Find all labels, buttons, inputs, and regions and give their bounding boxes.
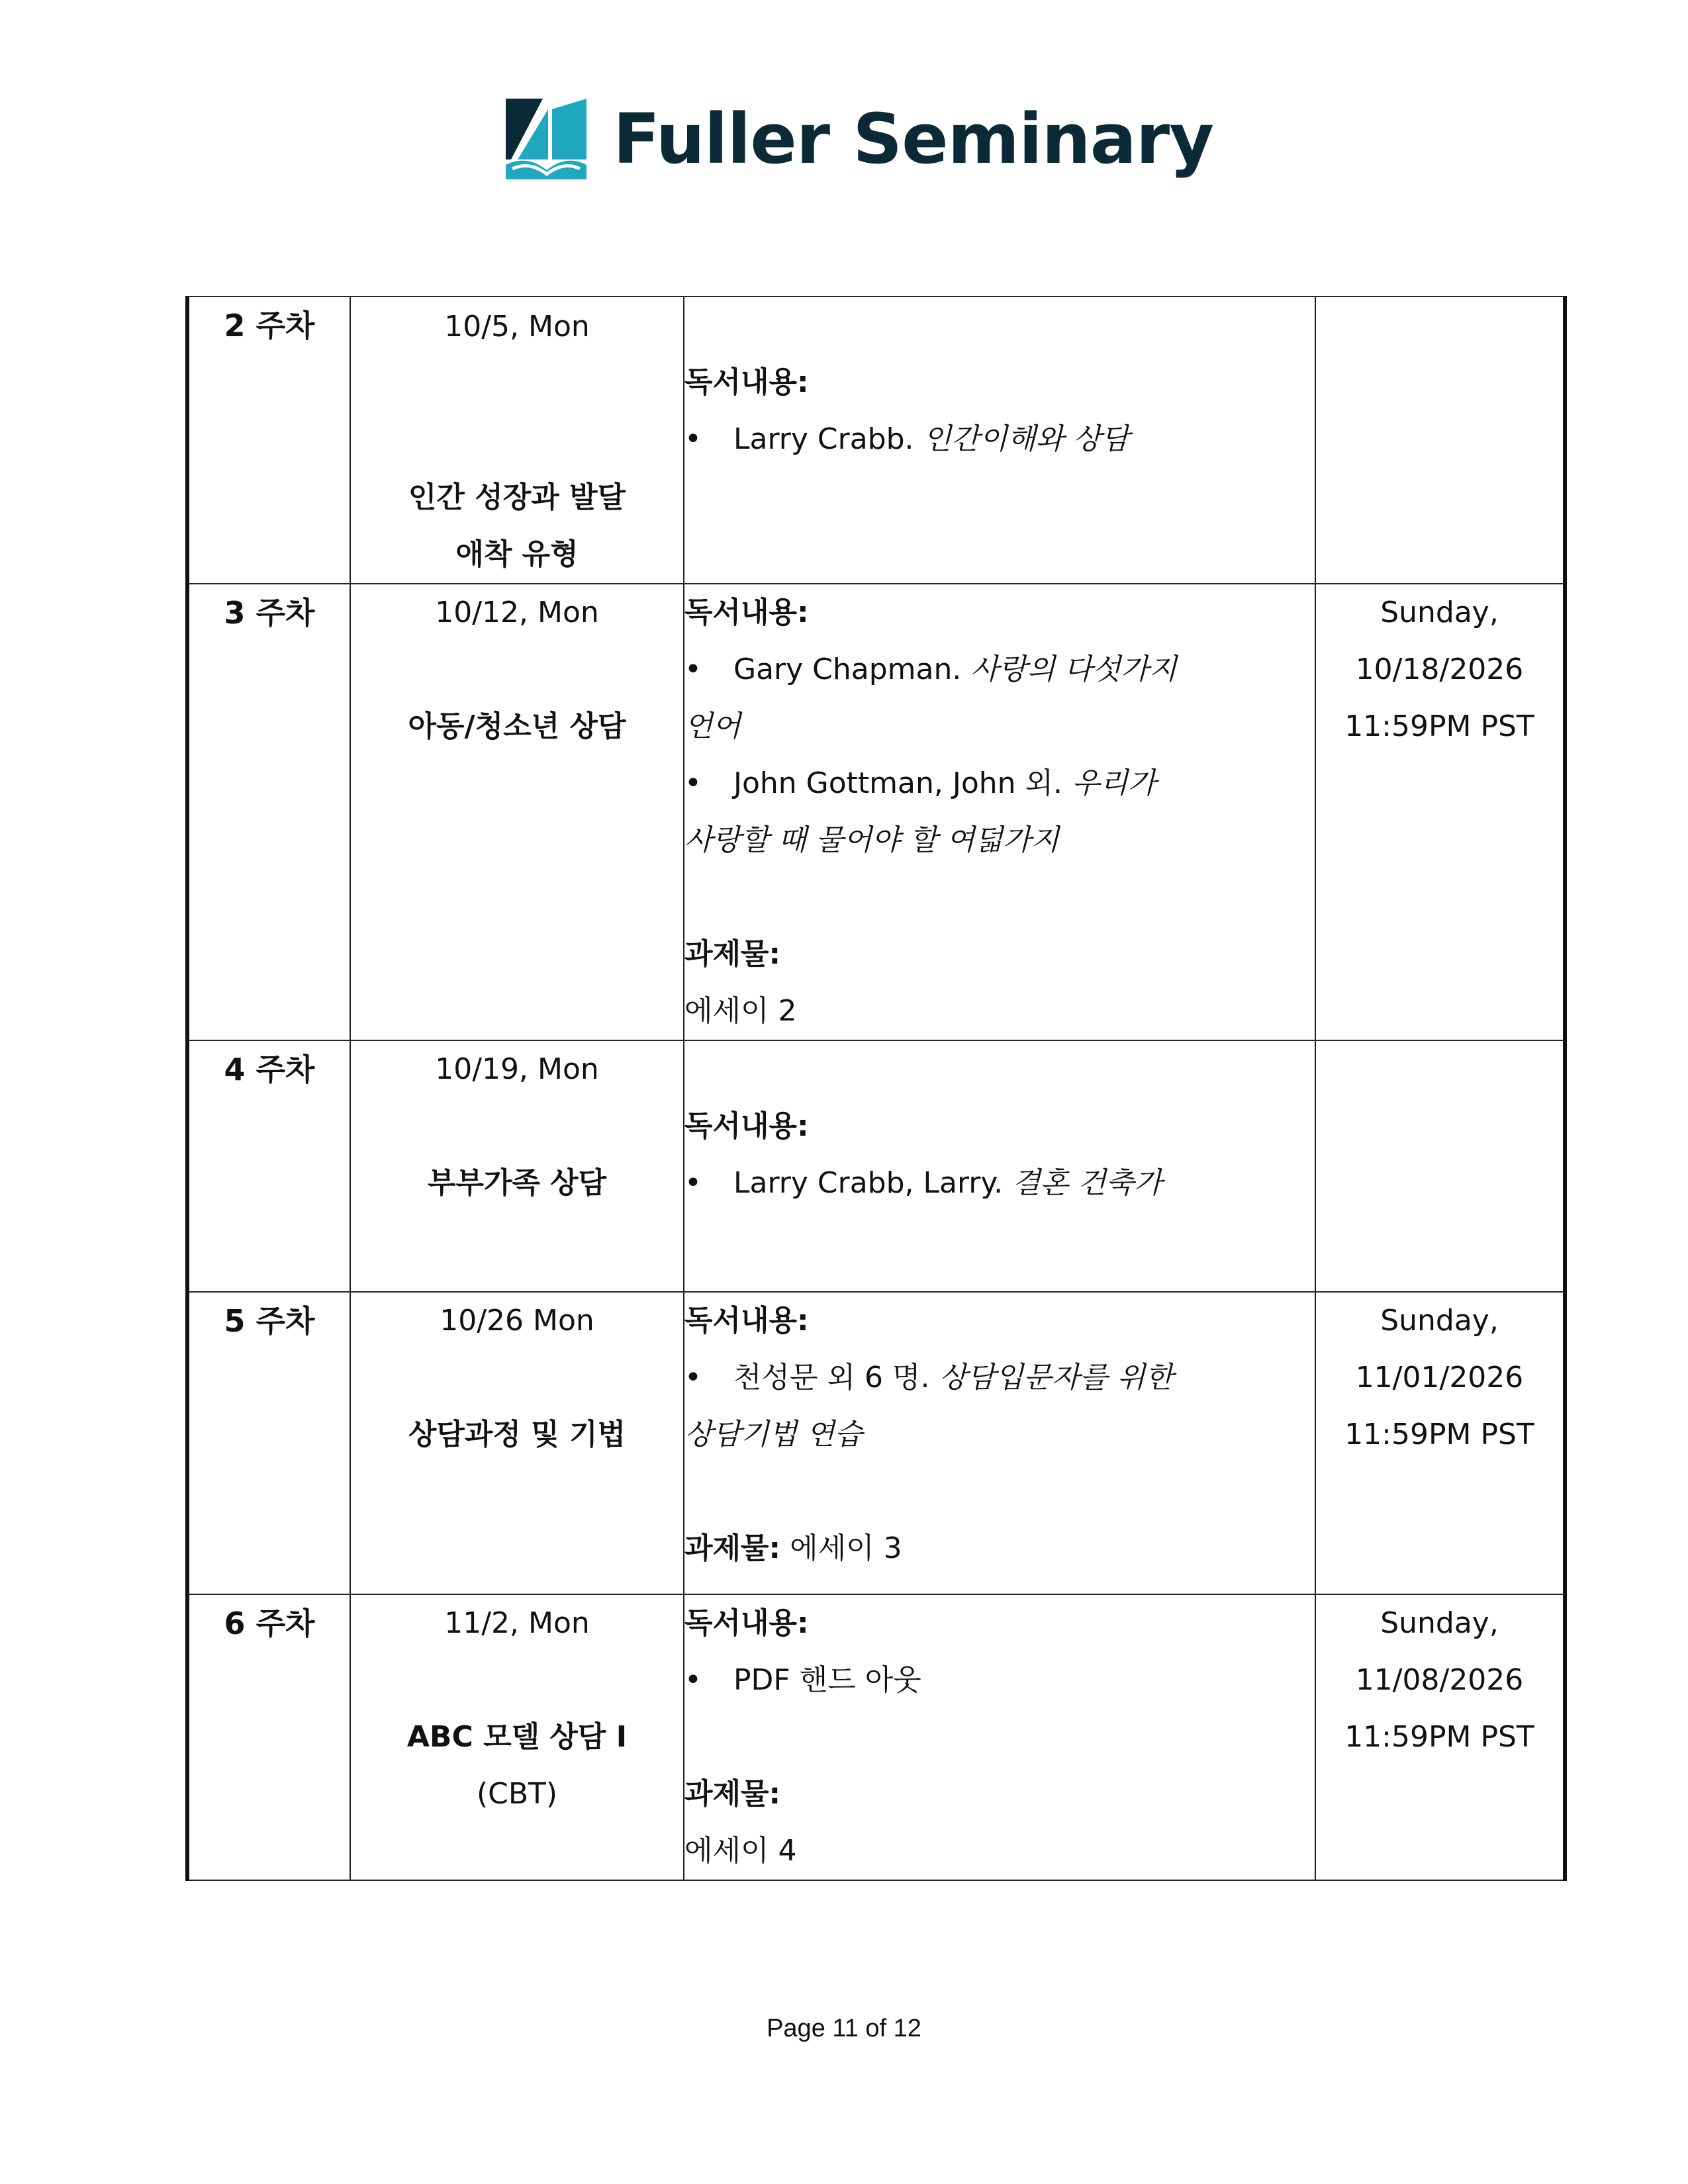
due-date: 11/01/2026 [1355,1361,1524,1394]
due-date: 11/08/2026 [1355,1663,1524,1697]
table-row [187,296,1565,584]
due-cell [1315,584,1565,1040]
week-cell: 3 주차 [187,584,350,1040]
assignment-label: 과제물: [684,1777,781,1811]
due-day: Sunday, [1380,596,1499,629]
table-row [187,1594,1565,1880]
topic: 부부가족 상담 [427,1166,607,1200]
table-row [187,1040,1565,1292]
class-date: 10/5, Mon [444,310,590,343]
topic: 애착 유형 [455,537,579,571]
list-item: • 천성문 외 6 명. 상담입문자를 위한 상담기법 연습 [684,1361,1174,1451]
reading-cell [684,584,1315,1040]
due-time: 11:59PM PST [1344,1720,1534,1754]
due-date: 10/18/2026 [1355,653,1524,686]
table-row [187,584,1565,1040]
due-time: 11:59PM PST [1344,1418,1534,1451]
book-logo-icon [503,96,589,182]
list-item: • Larry Crabb. 인간이해와 상담 [684,422,1130,456]
reading-label: 독서내용: [684,1606,809,1640]
date-topic-cell [350,1594,684,1880]
topic-sub: (CBT) [476,1777,558,1811]
topic: 인간 성장과 발달 [408,480,626,514]
date-topic-cell [350,1292,684,1594]
week-cell: 2 주차 [187,296,350,584]
reading-cell [684,1594,1315,1880]
list-item: • PDF 핸드 아웃 [684,1663,921,1697]
reading-label: 독서내용: [684,596,809,629]
due-time: 11:59PM PST [1344,709,1534,743]
schedule-table [185,296,1567,1881]
topic: ABC 모델 상담 I [406,1720,628,1754]
page-number: Page 11 of 12 [767,2015,921,2042]
reading-label: 독서내용: [684,1304,809,1338]
due-cell [1315,1040,1565,1292]
table-row [187,1292,1565,1594]
reading-label: 독서내용: [684,1109,809,1143]
topic: 상담과정 및 기법 [408,1418,626,1451]
class-date: 10/19, Mon [435,1052,599,1086]
due-cell [1315,1292,1565,1594]
class-date: 10/26 Mon [440,1304,594,1338]
list-item: • Larry Crabb, Larry. 결혼 건축가 [684,1166,1162,1200]
assignment-label: 과제물: [684,1531,781,1565]
reading-label: 독서내용: [684,365,809,399]
week-cell: 5 주차 [187,1292,350,1594]
list-item: • John Gottman, John 외. 우리가 사랑할 때 물어야 할 여덟가지 [684,766,1156,857]
due-day: Sunday, [1380,1606,1499,1640]
reading-cell [684,1040,1315,1292]
assignment-label: 과제물: [684,937,781,971]
week-cell: 6 주차 [187,1594,350,1880]
due-day: Sunday, [1380,1304,1499,1338]
date-topic-cell [350,1040,684,1292]
class-date: 10/12, Mon [435,596,599,629]
assignment-line [684,1520,1315,1577]
logo-text: Fuller Seminary [613,99,1213,179]
due-cell [1315,296,1565,584]
assignment: 에세이 4 [684,1834,797,1868]
reading-cell [684,296,1315,584]
date-topic-cell [350,296,684,584]
week-cell: 4 주차 [187,1040,350,1292]
assignment: 에세이 2 [684,994,797,1028]
due-cell [1315,1594,1565,1880]
header-logo [503,93,1213,185]
class-date: 11/2, Mon [444,1606,590,1640]
reading-cell [684,1292,1315,1594]
topic: 아동/청소년 상담 [408,709,626,743]
assignment: 에세이 3 [790,1531,902,1565]
list-item: • Gary Chapman. 사랑의 다섯가지 언어 [684,653,1177,743]
date-topic-cell [350,584,684,1040]
